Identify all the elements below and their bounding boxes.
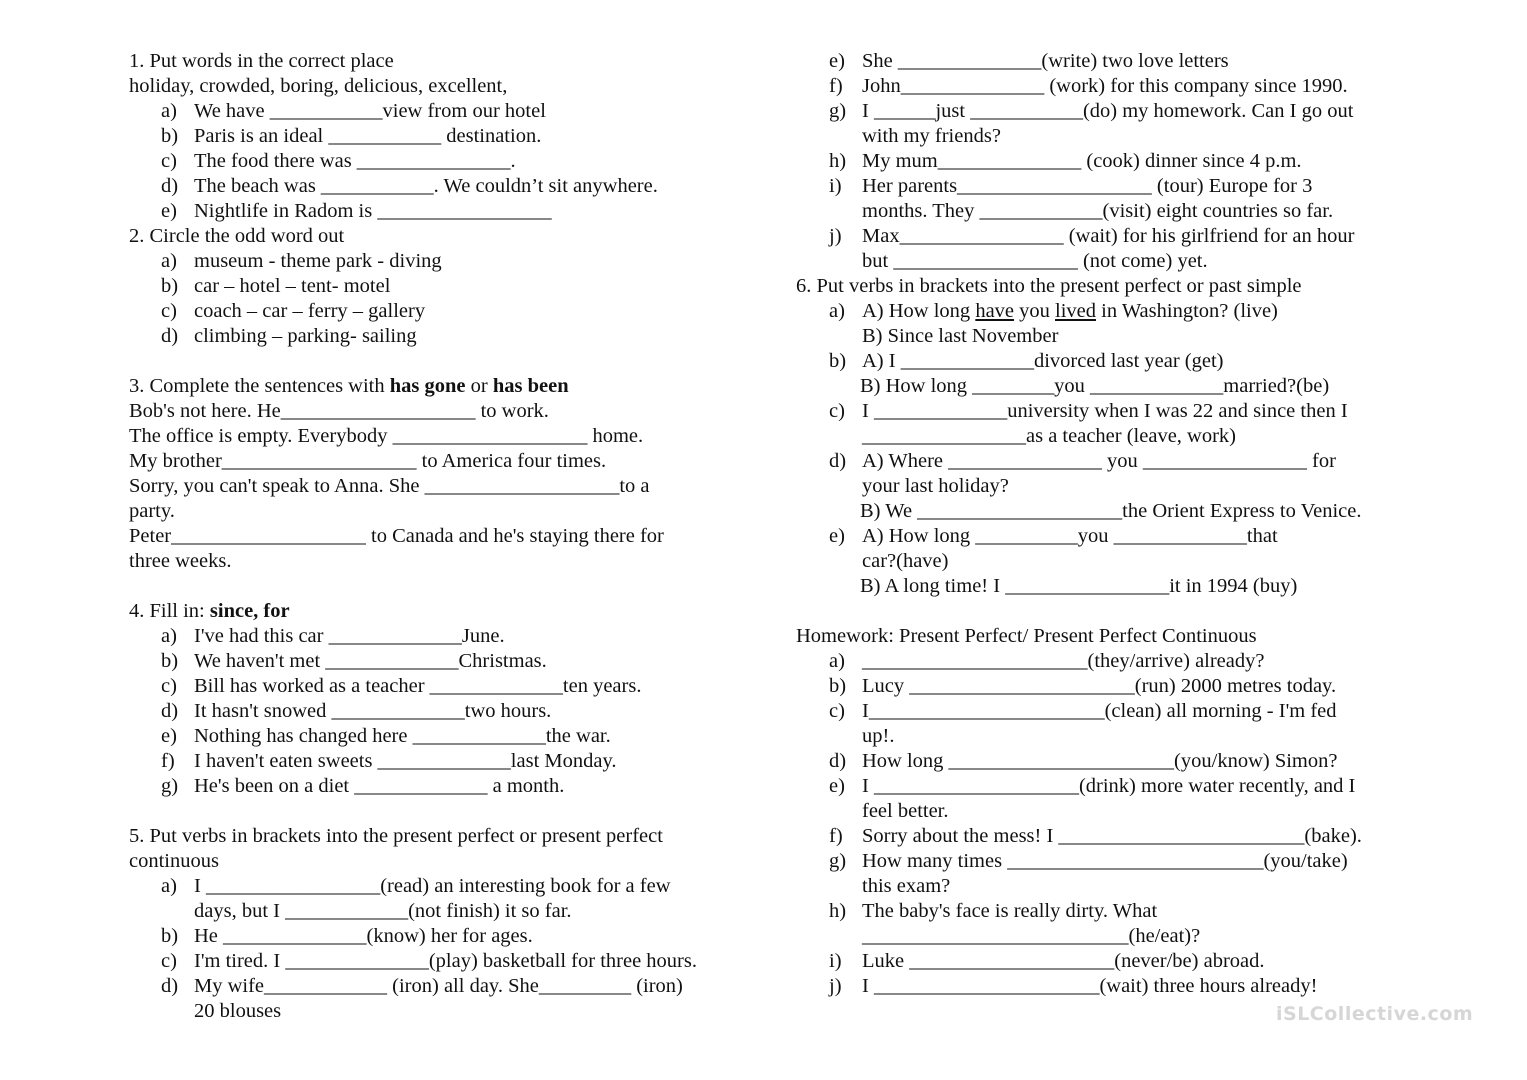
exercise-item: g) How many times _________________________(you/take) (829, 850, 1348, 872)
exercise-item: g) I ______just ___________(do) my homework. Can I go out (829, 100, 1354, 122)
exercise-item: d) The beach was ___________. We couldn’t sit anywhere. (161, 175, 658, 197)
exercise-item: ________________as a teacher (leave, work) (862, 425, 1236, 447)
section-3-heading: 3. Complete the sentences with has gone or has been (129, 375, 569, 397)
exercise-item: h) My mum______________ (cook) dinner since 4 p.m. (829, 150, 1302, 172)
exercise-item: up!. (862, 725, 895, 747)
exercise-item: d) A) Where _______________ you ________________ for (829, 450, 1336, 472)
exercise-item: a) ______________________(they/arrive) already? (829, 650, 1265, 672)
section-4-heading: 4. Fill in: since, for (129, 600, 290, 622)
sentence-line: The office is empty. Everybody ___________________ home. (129, 425, 644, 447)
exercise-item: with my friends? (862, 125, 1001, 147)
sentence-line: three weeks. (129, 550, 232, 572)
section-6-heading: 6. Put verbs in brackets into the present perfect or past simple (796, 275, 1302, 297)
exercise-item: g) He's been on a diet _____________ a month. (161, 775, 565, 797)
exercise-item: c) I'm tired. I ______________(play) basketball for three hours. (161, 950, 697, 972)
homework-heading: Homework: Present Perfect/ Present Perfect Continuous (796, 625, 1257, 647)
exercise-item: h) The baby's face is really dirty. What (829, 900, 1158, 922)
exercise-item: this exam? (862, 875, 951, 897)
section-1-heading: 1. Put words in the correct place (129, 50, 394, 72)
exercise-item: e) Nothing has changed here _____________the war. (161, 725, 611, 747)
exercise-item: e) A) How long __________you _____________that (829, 525, 1278, 547)
exercise-item: f) I haven't eaten sweets _____________last Monday. (161, 750, 617, 772)
left-column (129, 49, 729, 1024)
spacer (796, 599, 1406, 624)
exercise-item: car?(have) (862, 550, 949, 572)
exercise-item: B) Since last November (862, 325, 1059, 347)
exercise-item: e) She ______________(write) two love letters (829, 50, 1229, 72)
right-column (796, 49, 1406, 999)
exercise-item: months. They ____________(visit) eight countries so far. (862, 200, 1334, 222)
spacer (129, 799, 729, 824)
exercise-item: a) museum - theme park - diving (161, 250, 442, 272)
exercise-item: c) Bill has worked as a teacher _____________ten years. (161, 675, 642, 697)
sentence-line: Sorry, you can't speak to Anna. She ___________________to a (129, 475, 650, 497)
exercise-item: c) coach – car – ferry – gallery (161, 300, 426, 322)
exercise-item: but __________________ (not come) yet. (862, 250, 1208, 272)
exercise-item: feel better. (862, 800, 949, 822)
sentence-line: Peter___________________ to Canada and he's staying there for (129, 525, 664, 547)
exercise-item: b) He ______________(know) her for ages. (161, 925, 533, 947)
section-5-heading-cont: continuous (129, 850, 219, 872)
section-2-heading: 2. Circle the odd word out (129, 225, 345, 247)
exercise-item: e) Nightlife in Radom is _________________ (161, 200, 552, 222)
word-bank: holiday, crowded, boring, delicious, excellent, (129, 75, 508, 97)
exercise-item: b) A) I _____________divorced last year (get) (829, 350, 1224, 372)
exercise-item: d) It hasn't snowed _____________two hours. (161, 700, 552, 722)
exercise-item: 20 blouses (194, 1000, 282, 1022)
exercise-item: a) A) How long have you lived in Washington? (live) (829, 300, 1278, 322)
exercise-item: B) A long time! I ________________it in 1994 (buy) (860, 575, 1298, 597)
exercise-item: __________________________(he/eat)? (862, 925, 1201, 947)
exercise-item: c) I_______________________(clean) all morning - I'm fed (829, 700, 1337, 722)
exercise-item: b) We haven't met _____________Christmas. (161, 650, 547, 672)
sentence-line: Bob's not here. He___________________ to work. (129, 400, 549, 422)
exercise-item: B) How long ________you _____________married?(be) (860, 375, 1330, 397)
exercise-item: b) Paris is an ideal ___________ destination. (161, 125, 542, 147)
sentence-line: My brother___________________ to America four times. (129, 450, 607, 472)
exercise-item: j) I ______________________(wait) three hours already! (829, 975, 1318, 997)
exercise-item: f) John______________ (work) for this company since 1990. (829, 75, 1348, 97)
exercise-item: d) My wife____________ (iron) all day. She_________ (iron) (161, 975, 683, 997)
exercise-item: a) I've had this car _____________June. (161, 625, 505, 647)
spacer (129, 349, 729, 374)
exercise-item: f) Sorry about the mess! I ________________________(bake). (829, 825, 1362, 847)
exercise-item: days, but I ____________(not finish) it so far. (194, 900, 572, 922)
exercise-item: b) car – hotel – tent- motel (161, 275, 391, 297)
exercise-item: d) climbing – parking- sailing (161, 325, 417, 347)
exercise-item: your last holiday? (862, 475, 1009, 497)
exercise-item: c) The food there was _______________. (161, 150, 516, 172)
spacer (129, 574, 729, 599)
sentence-line: party. (129, 500, 175, 522)
exercise-item: a) We have ___________view from our hotel (161, 100, 546, 122)
exercise-item: c) I _____________university when I was 22 and since then I (829, 400, 1348, 422)
exercise-item: a) I _________________(read) an interesting book for a few (161, 875, 671, 897)
exercise-item: d) How long ______________________(you/know) Simon? (829, 750, 1338, 772)
exercise-item: i) Her parents___________________ (tour) Europe for 3 (829, 175, 1313, 197)
exercise-item: b) Lucy ______________________(run) 2000 metres today. (829, 675, 1337, 697)
exercise-item: e) I ____________________(drink) more water recently, and I (829, 775, 1356, 797)
exercise-item: i) Luke ____________________(never/be) abroad. (829, 950, 1265, 972)
section-5-heading: 5. Put verbs in brackets into the present perfect or present perfect (129, 825, 663, 847)
exercise-item: j) Max________________ (wait) for his girlfriend for an hour (829, 225, 1355, 247)
exercise-item: B) We ____________________the Orient Express to Venice. (860, 500, 1362, 522)
watermark-logo: iSLCollective.com (1276, 1003, 1474, 1025)
